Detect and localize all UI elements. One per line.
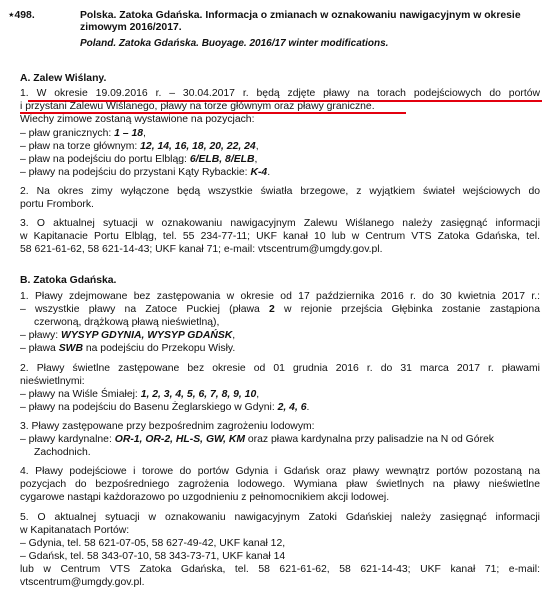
- section-b-p2-line3: – pławy na Wiśle Śmiałej: 1, 2, 3, 4, 5, 6, 7, 8, 9, 10,: [20, 389, 260, 400]
- bullet-katy-rybackie: – pławy na podejściu do przystani Kąty Rybackie: K-4.: [20, 167, 271, 178]
- section-b-p1-line2: – wszystkie pławy na Zatoce Puckiej (pława 2 w rejonie przejścia Głębinka zostanie zastąpiona: [20, 304, 540, 315]
- notice-title-en: Poland. Zatoka Gdańska. Buoyage. 2016/17 winter modifications.: [80, 38, 389, 49]
- section-b-p5-line1: 5. O aktualnej sytuacji w oznakowaniu nawigacyjnym Zatoki Gdańskiej należy zasięgnąć informacji: [20, 512, 540, 523]
- section-b-p4-line1: 4. Pławy podejściowe i torowe do portów Gdynia i Gdańsk oraz pławy wewnątrz portów pozostaną na: [20, 466, 540, 477]
- section-b-p2-line1: 2. Pławy świetlne zastępowane bez okresie od 01 grudnia 2016 r. do 31 marca 2017 r. pławami: [20, 363, 540, 374]
- section-a-p3-line2: w Kapitanacie Portu Elbląg, tel. 55 234-77-11; UKF kanał 10 lub w Centrum VTS Zatoka Gdańska, tel.: [20, 231, 540, 242]
- notice-title-pl: Polska. Zatoka Gdańska. Informacja o zmianach w oznakowaniu nawigacyjnym w okresie zimowym 2016/2017.: [80, 10, 521, 34]
- section-b-p1-line4: – pławy: WYSYP GDYNIA, WYSYP GDAŃSK,: [20, 330, 236, 341]
- section-b-p3-line3: Zachodnich.: [34, 447, 91, 458]
- section-a-p1-line1: 1. W okresie 19.09.2016 r. – 30.04.2017 r. będą zdjęte pławy na torach podejściowych do portów: [20, 88, 540, 99]
- notice-number: ⋆498.: [8, 10, 35, 21]
- section-b-p5-line5: lub w Centrum VTS Zatoka Gdańska, tel. 58 621-61-62, 58 621-14-43; UKF kanał 71; e-mail:: [20, 564, 540, 575]
- section-b-p3-line1: 3. Pławy zastępowane przy bezpośrednim zagrożeniu lodowym:: [20, 421, 315, 432]
- section-a-p1-line3: Wiechy zimowe zostaną wystawione na pozycjach:: [20, 114, 255, 125]
- section-a-p3-line3: 58 621-61-62, 58 621-14-43; UKF kanał 71; e-mail: vtscentrum@umgdy.gov.pl.: [20, 244, 383, 255]
- section-b-p1-line1: 1. Pławy zdejmowane bez zastępowania w okresie od 17 października 2016 r. do 30 kwietnia 2017 r.:: [20, 291, 540, 302]
- section-a-p2-line2: portu Frombork.: [20, 199, 94, 210]
- section-b-p5-line3: – Gdynia, tel. 58 621-07-05, 58 627-49-42, UKF kanał 12,: [20, 538, 286, 549]
- section-a-p1-line2: i przystani Zalewu Wiślanego, pławy na torze głównym oraz pławy graniczne.: [20, 101, 375, 112]
- bullet-border-buoys: – pław granicznych: 1 – 18,: [20, 128, 146, 139]
- bullet-main-fairway: – pław na torze głównym: 12, 14, 16, 18, 20, 22, 24,: [20, 141, 259, 152]
- section-b-p5-line6: vtscentrum@umgdy.gov.pl.: [20, 577, 145, 588]
- section-b-p1-line3: czerwoną, drążkową pławą nieświetlną),: [34, 317, 220, 328]
- section-b-p1-line5: – pława SWB na podejściu do Przekopu Wisły.: [20, 343, 236, 354]
- section-b-p4-line3: cygarowe nastąpi każdorazowo po uzgodnieniu z pełnomocnikiem akcji lodowej.: [20, 492, 390, 503]
- section-b-p5-line2: w Kapitanatach Portów:: [20, 525, 130, 536]
- section-a-p2-line1: 2. Na okres zimy wyłączone będą wszystkie światła brzegowe, z wyjątkiem świateł wejściowych do: [20, 186, 540, 197]
- section-b-p5-line4: – Gdańsk, tel. 58 343-07-10, 58 343-73-71, UKF kanał 14: [20, 551, 286, 562]
- section-b-heading: B. Zatoka Gdańska.: [20, 275, 117, 286]
- section-b-p2-line2: nieświetlnymi:: [20, 376, 85, 387]
- section-a-p3-line1: 3. O aktualnej sytuacji w oznakowaniu nawigacyjnym Zalewu Wiślanego należy zasięgnąć informacji: [20, 218, 540, 229]
- section-b-p4-line2: pozycjach do bezpośredniego zagrożenia lodowego. Wymiana pław świetlnych na pławy nieświetlne: [20, 479, 540, 490]
- section-b-p2-line4: – pławy na podejściu do Basenu Żeglarskiego w Gdyni: 2, 4, 6.: [20, 402, 310, 413]
- section-b-p3-line2: – pławy kardynalne: OR-1, OR-2, HL-S, GW, KM oraz pława kardynalna przy palisadzie na N od Górek: [20, 434, 494, 445]
- section-a-heading: A. Zalew Wiślany.: [20, 73, 107, 84]
- bullet-elblag: – pław na podejściu do portu Elbląg: 6/ELB, 8/ELB,: [20, 154, 258, 165]
